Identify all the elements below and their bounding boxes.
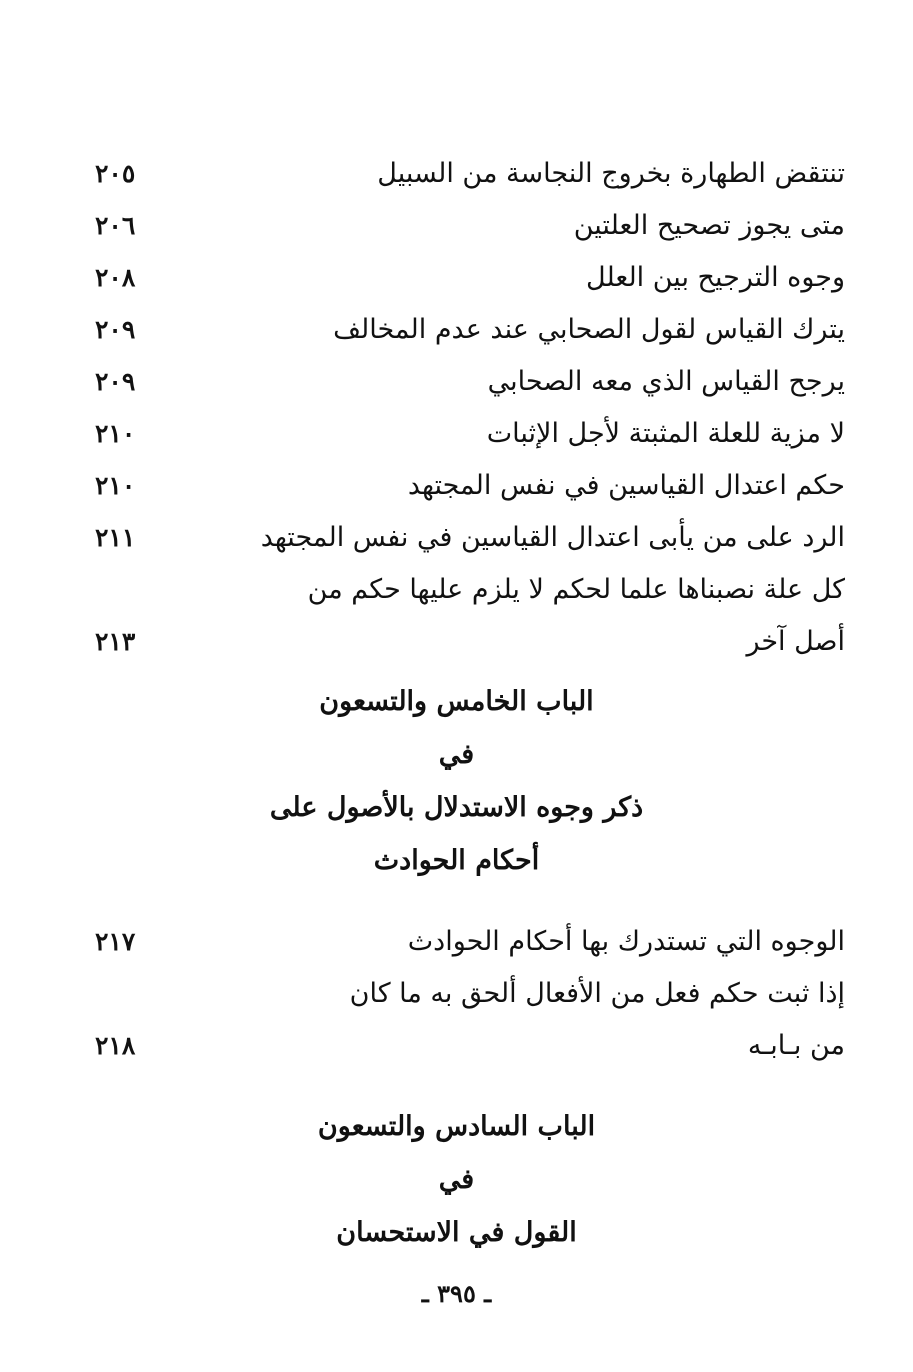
toc-entry-title: الوجوه التي تستدرك بها أحكام الحوادث [407, 926, 845, 957]
toc-entry-title: أصل آخر [746, 626, 845, 657]
toc-entry-title: حكم اعتدال القياسين في نفس المجتهد [407, 470, 845, 501]
toc-entry-title: يرجح القياس الذي معه الصحابي [487, 366, 845, 397]
chapter-heading-line: القول في الاستحسان [336, 1217, 577, 1248]
toc-entry-title: وجوه الترجيح بين العلل [586, 262, 845, 293]
toc-entry [95, 564, 845, 616]
toc-entry-page: ٢٠٥ [95, 159, 136, 188]
toc-entry-page: ٢٠٨ [95, 263, 136, 292]
toc-entry [95, 1020, 845, 1072]
toc-entry-page: ٢١٠ [95, 419, 136, 448]
chapter-heading-line: ذكر وجوه الاستدلال بالأصول على [269, 792, 644, 823]
toc-group-1 [95, 148, 845, 668]
toc-entry-page: ٢١٠ [95, 471, 136, 500]
toc-entry [95, 916, 845, 968]
toc-entry [95, 512, 845, 564]
toc-entry [95, 304, 845, 356]
chapter-heading-line: أحكام الحوادث [373, 845, 540, 876]
toc-entry-page: ٢٠٩ [95, 367, 136, 396]
toc-entry-title: تنتقض الطهارة بخروج النجاسة من السبيل [377, 158, 845, 189]
chapter-heading-96 [0, 1100, 913, 1259]
toc-entry [95, 460, 845, 512]
toc-entry-title: كل علة نصبناها علما لحكم لا يلزم عليها حكم من [307, 574, 845, 605]
chapter-heading-95 [0, 675, 913, 887]
toc-entry [95, 356, 845, 408]
toc-entry [95, 616, 845, 668]
toc-entry-title: يترك القياس لقول الصحابي عند عدم المخالف [333, 314, 845, 345]
toc-entry [95, 968, 845, 1020]
toc-entry-title: متى يجوز تصحيح العلتين [573, 210, 845, 241]
toc-entry-title: الرد على من يأبى اعتدال القياسين في نفس المجتهد [260, 522, 845, 553]
toc-entry-page: ٢١٨ [95, 1031, 136, 1060]
page-number: ـ ٣٩٥ ـ [421, 1279, 492, 1308]
toc-entry [95, 148, 845, 200]
toc-entry-title: لا مزية للعلة المثبتة لأجل الإثبات [486, 418, 845, 449]
toc-group-2 [95, 916, 845, 1072]
chapter-heading-line: في [438, 1164, 475, 1195]
toc-entry-page: ٢١١ [95, 523, 136, 552]
toc-entry-page: ٢٠٦ [95, 211, 136, 240]
toc-entry [95, 200, 845, 252]
toc-entry-page: ٢٠٩ [95, 315, 136, 344]
toc-entry [95, 408, 845, 460]
chapter-heading-line: في [438, 739, 475, 770]
chapter-heading-line: الباب السادس والتسعون [317, 1111, 596, 1142]
toc-entry [95, 252, 845, 304]
toc-entry-title: من بـابـه [747, 1030, 845, 1061]
toc-entry-page: ٢١٧ [95, 927, 136, 956]
chapter-heading-line: الباب الخامس والتسعون [319, 686, 594, 717]
toc-entry-page: ٢١٣ [95, 627, 136, 656]
toc-entry-title: إذا ثبت حكم فعل من الأفعال ألحق به ما كان [349, 978, 845, 1009]
